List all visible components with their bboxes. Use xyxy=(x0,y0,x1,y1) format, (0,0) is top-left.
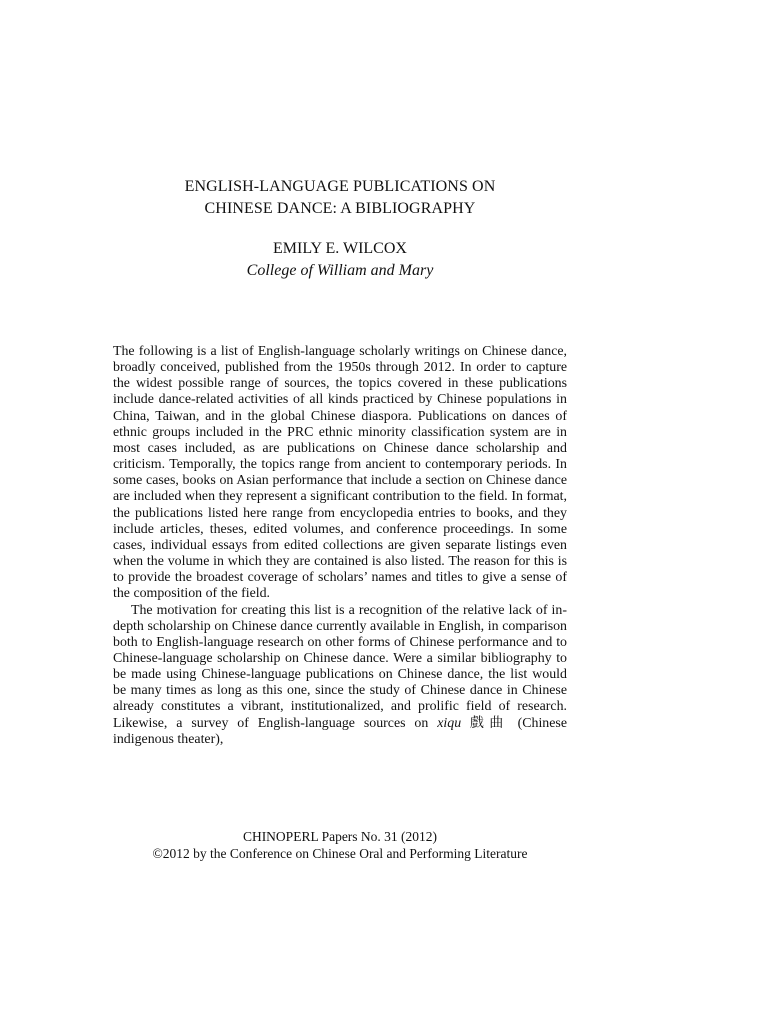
article-body xyxy=(113,344,567,748)
italic-term-xiqu: xiqu xyxy=(437,715,462,731)
author-name: EMILY E. WILCOX xyxy=(273,240,407,257)
paragraph-2-text-end: (Chinese indigenous theater), xyxy=(113,715,567,747)
footer-publication-info: CHINOPERL Papers No. 31 (2012) xyxy=(242,829,438,844)
article-title-line-1: ENGLISH-LANGUAGE PUBLICATIONS ON xyxy=(184,178,496,195)
chinese-characters: 戲曲 xyxy=(461,715,518,731)
footer-copyright: ©2012 by the Conference on Chinese Oral and Performing Literature xyxy=(152,846,528,861)
body-paragraph-1: The following is a list of English-language scholarly writings on Chinese dance, broadly conceived, published from the 1950s through 2012. In order to capture the widest possible range of sources, the topics covered in these publications include dance-related activities of all kinds practiced by Chinese populations in China, Taiwan, and in the global Chinese diaspora. Publications on dances of ethnic groups included in the PRC ethnic minority classification system are in most cases included, as are publications on Chinese dance scholarship and criticism. Temporally, the topics range from ancient to contemporary periods. In some cases, books on Asian performance that include a section on Chinese dance are included when they represent a significant contribution to the field. In format, the publications listed here range from encyclopedia entries to books, and they include articles, theses, edited volumes, and conference proceedings. In some cases, individual essays from edited collections are given separate listings even when the volume in which they are contained is also listed. The reason for this is to provide the broadest coverage of scholars’ names and titles to give a sense of the composition of the field. xyxy=(113,344,567,602)
body-paragraph-2 xyxy=(113,603,567,748)
author-affiliation: College of William and Mary xyxy=(246,262,434,279)
paragraph-2-text-start: The motivation for creating this list is a recognition of the relative lack of in-depth scholarship on Chinese dance currently available in English, in comparison both to English-language research on other forms of Chinese performance and to Chinese-language scholarship on Chinese dance. Were a similar bibliography to be made using Chinese-language publications on Chinese dance, the list would be many times as long as this one, since the study of Chinese dance in Chinese already constitutes a vibrant, institutionalized, and prolific field of research. Likewise, a survey of English-language sources on xyxy=(113,602,567,731)
article-title-line-2: CHINESE DANCE: A BIBLIOGRAPHY xyxy=(204,200,476,217)
